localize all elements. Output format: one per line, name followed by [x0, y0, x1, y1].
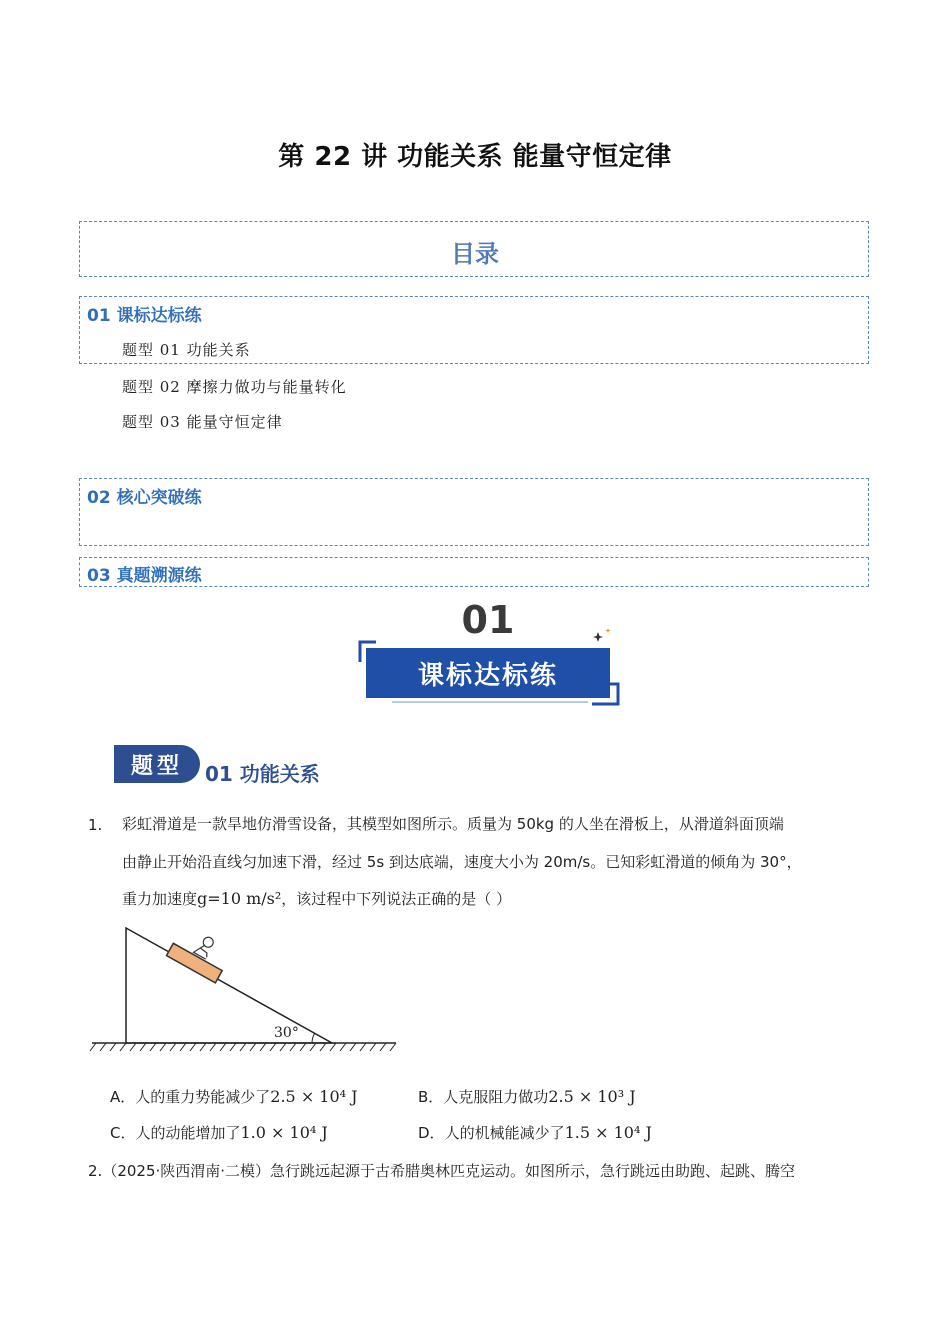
toc-section-01-label[interactable]: 01 课标达标练	[87, 306, 202, 326]
question-1-line-3-post: ，该过程中下列说法正确的是（ ）	[281, 890, 512, 908]
question-1-line-3-pre: 重力加速度	[122, 890, 198, 908]
question-2-source: （2025·陕西渭南·二模）	[102, 1162, 271, 1180]
option-c-letter: C．	[110, 1124, 136, 1142]
option-d[interactable]	[418, 1122, 652, 1143]
option-c-text: 人的动能增加了	[135, 1124, 241, 1142]
option-d-letter: D．	[418, 1124, 445, 1142]
topic-title: 01 功能关系	[205, 762, 320, 786]
option-a-text: 人的重力势能减少了	[135, 1088, 271, 1106]
option-b-value: 2.5 × 10³ J	[548, 1087, 636, 1106]
toc-section-02-label[interactable]: 02 核心突破练	[87, 488, 202, 508]
question-1-line-1: 彩虹滑道是一款旱地仿滑雪设备，其模型如图所示。质量为 50kg 的人坐在滑板上，从滑道斜面顶端	[122, 815, 784, 833]
option-a[interactable]	[110, 1086, 358, 1107]
toc-item-topic-01[interactable]: 题型 01 功能关系	[122, 341, 251, 359]
option-d-value: 1.5 × 10⁴ J	[564, 1123, 652, 1142]
question-2-number: 2.	[88, 1162, 103, 1180]
angle-arc	[312, 1034, 315, 1044]
option-a-value: 2.5 × 10⁴ J	[270, 1087, 358, 1106]
option-b-letter: B．	[418, 1088, 444, 1106]
option-b-text: 人克服阻力做功	[443, 1088, 549, 1106]
option-b[interactable]	[418, 1086, 636, 1107]
page-title: 第 22 讲 功能关系 能量守恒定律	[278, 142, 672, 172]
question-2-text: 急行跳远起源于古希腊奥林匹克运动。如图所示，急行跳远由助跑、起跳、腾空	[270, 1162, 796, 1180]
option-d-text: 人的机械能减少了	[444, 1124, 565, 1142]
sled-with-person	[166, 923, 233, 983]
toc-section-03-label[interactable]: 03 真题溯源练	[87, 566, 202, 586]
topic-tag	[114, 745, 200, 783]
section-badge-label: 课标达标练	[366, 648, 610, 698]
gravity-formula: g=10 m/s²	[197, 889, 282, 908]
question-1-line-3	[122, 889, 511, 909]
topic-tag-text: 题型	[130, 752, 183, 779]
question-1-line-2: 由静止开始沿直线匀加速下滑，经过 5s 到达底端，速度大小为 20m/s。已知彩虹滑道的倾角为 30°，	[122, 853, 802, 871]
section-badge-number: 01	[461, 598, 515, 642]
option-c[interactable]	[110, 1122, 328, 1143]
angle-label: 30°	[274, 1025, 299, 1041]
toc-item-topic-02[interactable]: 题型 02 摩擦力做功与能量转化	[122, 378, 347, 396]
toc-item-topic-03[interactable]: 题型 03 能量守恒定律	[122, 413, 283, 431]
question-2	[88, 1160, 795, 1181]
question-1-number: 1.	[88, 816, 103, 834]
sparkle-icon	[590, 626, 614, 646]
toc-heading: 目录	[451, 240, 499, 268]
incline-figure	[86, 920, 402, 1058]
incline-triangle	[126, 928, 332, 1043]
option-a-letter: A．	[110, 1088, 136, 1106]
option-c-value: 1.0 × 10⁴ J	[240, 1123, 328, 1142]
ground-hatching	[90, 1043, 396, 1051]
